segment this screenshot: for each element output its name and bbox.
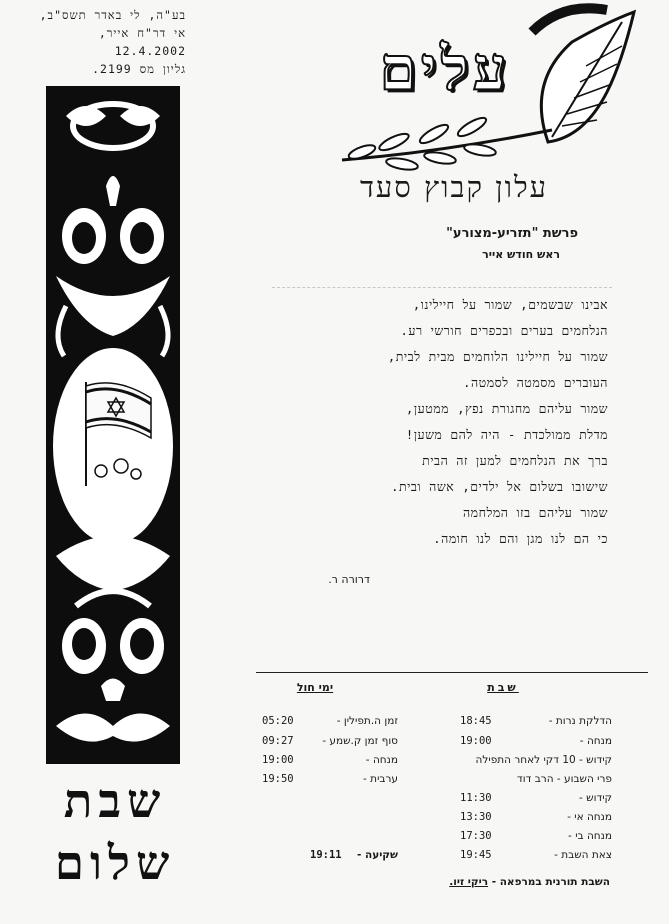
parasha-subtitle: ראש חודש אייר	[482, 248, 560, 261]
shabbat-time: 19:00	[460, 735, 492, 747]
poem-line: שמור על חיילינו הלוחמים מבית לבית,	[387, 349, 608, 364]
weekday-item: סוף זמן ק.שמע -	[322, 735, 398, 747]
poem-line: כי הם לנו מגן והם לנו חומה.	[433, 531, 608, 546]
shabbat-item: צאת השבת -	[554, 849, 612, 861]
date-hebrew-rosh-chodesh: אי דר"ח אייר,	[98, 26, 186, 40]
poem-author: דרורה ר.	[328, 573, 370, 586]
shabbat-item: הדלקת נרות -	[548, 715, 612, 727]
poem-line: ברך את הנלחמים למען זה הבית	[422, 453, 608, 468]
shabbat-item: מנחה -	[579, 735, 612, 747]
weekday-item: ערבית -	[363, 773, 398, 785]
tagline: עלון קבוץ סעד	[359, 170, 549, 204]
divider	[256, 672, 648, 673]
sidebar-word-shalom: שלום	[54, 836, 176, 891]
poem-line: מדלת ממולכדת - היה להם משען!	[405, 427, 608, 442]
poem-line: שמור עליהם בזו המלחמה	[462, 505, 608, 520]
shabbat-time: 11:30	[460, 792, 492, 804]
shabbat-time: 17:30	[460, 830, 492, 842]
footer-note: השבת תורנית במרפאה - ריקי זיו.	[449, 876, 610, 888]
logo-title: עלים	[379, 34, 511, 104]
shabbat-time: 13:30	[460, 811, 492, 823]
poem-line: אבינו שבשמים, שמור על חיילינו,	[412, 297, 608, 312]
weekday-item: זמן ה.תפילין -	[336, 715, 398, 727]
poem-line: שישובו בשלום אל ילדים, אשה ובית.	[390, 479, 608, 494]
shabbat-item: קידוש -	[579, 792, 612, 804]
issue-number: גליון מס 2199.	[92, 62, 186, 76]
date-gregorian: 12.4.2002	[114, 44, 186, 58]
weekday-header: ימי חול	[296, 681, 334, 694]
weekday-time: 19:00	[262, 754, 294, 766]
weekday-item: מנחה -	[365, 754, 398, 766]
weekday-time: 19:50	[262, 773, 294, 785]
shabbat-time: 18:45	[460, 715, 492, 727]
poem-line: שמור עליהם מחגורת נפץ, ממטען,	[405, 401, 608, 416]
shabbat-item: מנחה בי -	[568, 830, 612, 842]
shabbat-time: 19:45	[460, 849, 492, 861]
poem-line: הנלחמים בערים ובכפרים חורשי רע.	[400, 323, 608, 338]
divider	[272, 287, 612, 288]
sunset-time: 19:11	[310, 849, 342, 861]
weekday-time: 09:27	[262, 735, 294, 747]
sunset-label: שקיעה -	[356, 849, 398, 861]
parasha-title: פרשת "תזריע-מצורע"	[446, 226, 578, 241]
weekday-time: 05:20	[262, 715, 294, 727]
date-hebrew: בע"ה, לי באדר תשס"ב,	[39, 8, 186, 22]
shabbat-item: פרי השבוע - הרב דוד	[517, 773, 612, 785]
poem-line: העוברים מסמטה לסמטה.	[462, 375, 608, 390]
sidebar-word-shabbat: שבת	[63, 774, 167, 829]
shabbat-header: שבת	[487, 681, 519, 694]
shabbat-item: קידוש - 10 דקי לאחר התפילה	[475, 754, 612, 766]
decorative-banner	[46, 86, 180, 764]
shabbat-item: מנחה אי -	[567, 811, 612, 823]
